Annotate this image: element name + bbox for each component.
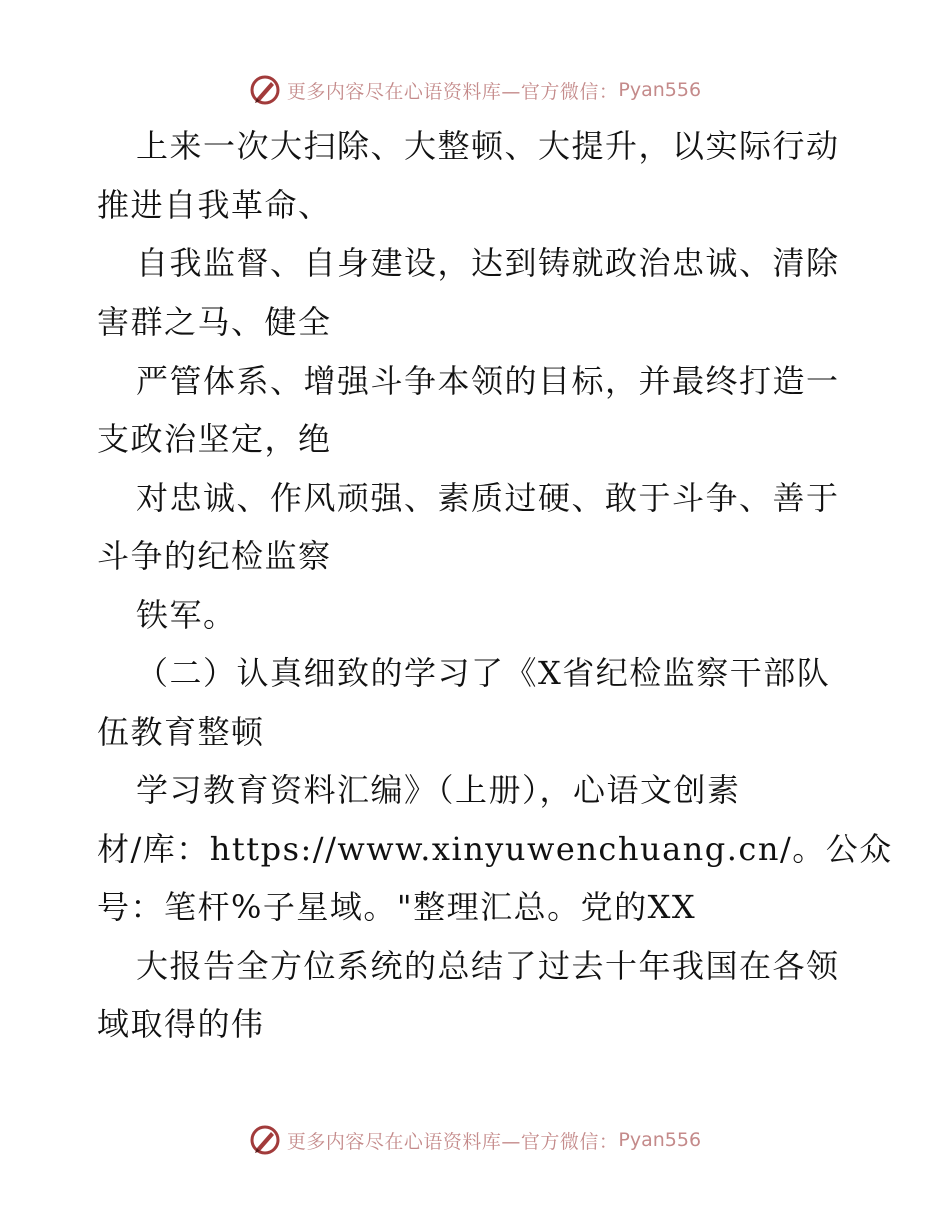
text-line: 推进自我革命、 — [97, 186, 332, 224]
text-line: 斗争的纪检监察 — [97, 537, 332, 575]
header-watermark — [0, 72, 950, 108]
watermark-text: 更多内容尽在心语资料库—官方微信： — [286, 1130, 619, 1153]
text-line: 大报告全方位系统的总结了过去十年我国在各领 — [136, 947, 840, 985]
pen-logo-icon — [249, 1124, 281, 1156]
text-line: 号：笔杆%子星域。"整理汇总。党的XX — [97, 888, 697, 926]
text-line: 伍教育整顿 — [97, 713, 265, 751]
text-line: 支政治坚定，绝 — [97, 420, 332, 458]
text-line: 上来一次大扫除、大整顿、大提升，以实际行动 — [136, 127, 840, 165]
text-line: 学习教育资料汇编》（上册），心语文创素 — [136, 771, 741, 809]
pen-logo-icon — [249, 74, 281, 106]
footer-watermark — [0, 1122, 950, 1158]
text-line: 域取得的伟 — [97, 1005, 265, 1043]
watermark-wechat-id: Pyan556 — [618, 79, 702, 101]
text-line: 对忠诚、作风顽强、素质过硬、敢于斗争、善于 — [136, 479, 840, 517]
text-line: 严管体系、增强斗争本领的目标，并最终打造一 — [136, 362, 840, 400]
text-line: 材/库：https://www.xinyuwenchuang.cn/。公众 — [97, 830, 893, 868]
watermark-wechat-id: Pyan556 — [618, 1129, 702, 1151]
text-line: 铁军。 — [136, 596, 237, 634]
watermark-text: 更多内容尽在心语资料库—官方微信： — [286, 80, 619, 103]
text-line: 自我监督、自身建设，达到铸就政治忠诚、清除 — [136, 244, 840, 282]
text-line: （二）认真细致的学习了《X省纪检监察干部队 — [136, 654, 831, 692]
text-line: 害群之马、健全 — [97, 303, 332, 341]
